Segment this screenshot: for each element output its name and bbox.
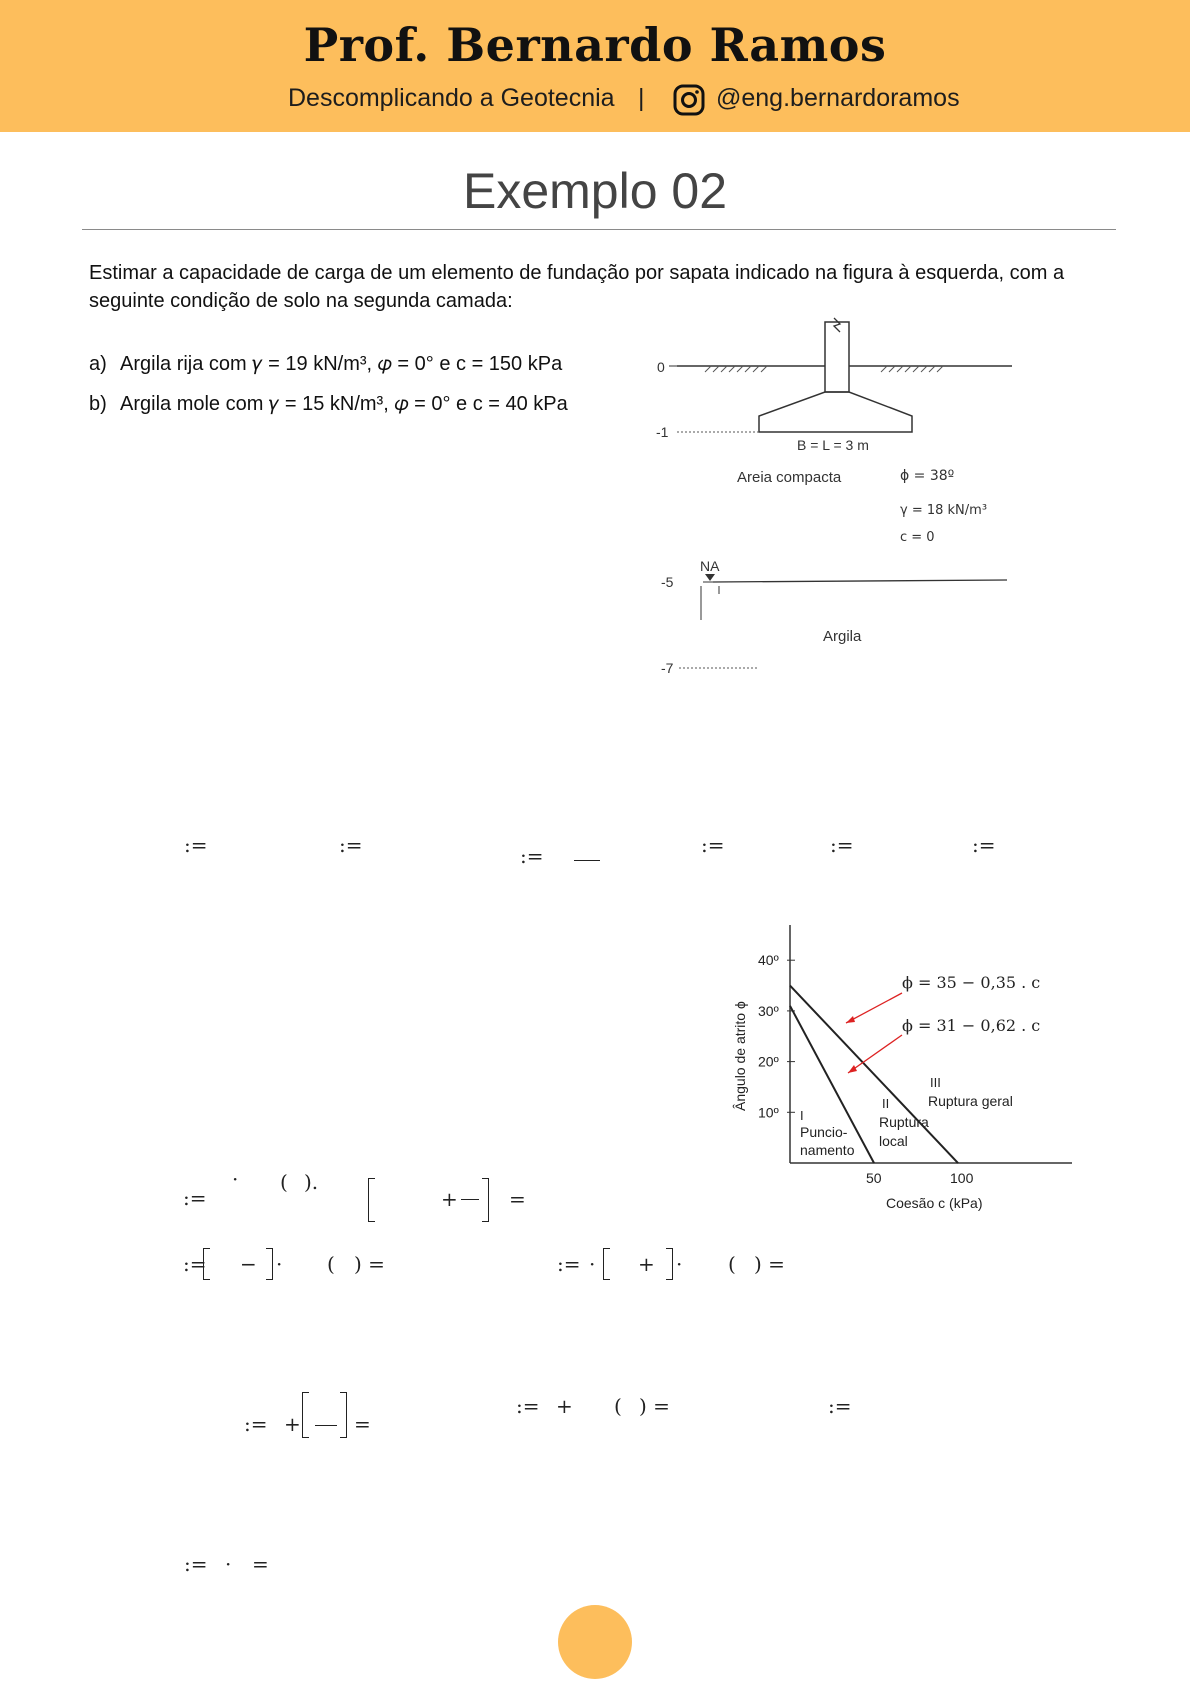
equals-sign: =: [509, 1187, 526, 1211]
zone1-label-b: namento: [800, 1142, 855, 1158]
header-banner: [0, 0, 1190, 132]
depth-0-label: 0: [657, 359, 665, 375]
c-label: c = 0: [900, 530, 935, 545]
close-equals: ) =: [754, 1252, 785, 1276]
list-item: [89, 393, 568, 416]
page-number-badge: [558, 1605, 632, 1679]
page-title: Exemplo 02: [462, 163, 728, 219]
water-table-line: [713, 580, 1007, 582]
failure-mode-chart: [720, 915, 1080, 1215]
left-paren: (: [280, 1170, 288, 1194]
fraction-bar: [315, 1425, 337, 1426]
layer1-label: Areia compacta: [737, 469, 842, 486]
assign-operator: :=: [183, 1252, 207, 1276]
layer2-label: Argila: [823, 628, 862, 645]
right-bracket: [482, 1178, 489, 1222]
equals-sign: =: [354, 1412, 371, 1436]
plus-operator: +: [638, 1252, 655, 1276]
tagline: Descomplicando a Geotecnia: [288, 84, 615, 112]
assign-operator: :=: [516, 1394, 540, 1418]
dot-operator: ·: [232, 1167, 239, 1191]
assign-operator: :=: [339, 833, 363, 857]
close-equals: ) =: [639, 1394, 670, 1418]
zone3-number: III: [930, 1075, 941, 1090]
right-bracket: [340, 1392, 347, 1438]
assign-operator: :=: [244, 1412, 268, 1436]
plus-operator: +: [556, 1394, 573, 1418]
zone2-label-a: Ruptura: [879, 1114, 929, 1130]
eq1-label: ϕ = 35 − 0,35 . c: [902, 973, 1041, 992]
y-tick-label: 40º: [758, 952, 779, 969]
footing: [759, 392, 912, 432]
gamma-label: γ = 18 kN/m³: [900, 503, 988, 518]
depth-5-label: -5: [661, 574, 674, 590]
item-text: Argila mole com 𝛾 = 15 kN/m³, 𝜑 = 0° e c = 40 kPa: [120, 393, 568, 415]
arrow-eq1-line: [846, 993, 902, 1023]
item-label: a): [89, 353, 107, 375]
right-bracket: [266, 1248, 273, 1280]
ground-hatch-left: [705, 366, 767, 372]
dot-operator: ·: [225, 1552, 232, 1576]
zone1-number: I: [800, 1108, 804, 1123]
eq2-label: ϕ = 31 − 0,62 . c: [902, 1016, 1041, 1035]
arrow-eq2-head: [848, 1065, 857, 1073]
zone2-label-b: local: [879, 1133, 908, 1149]
header-separator: |: [638, 84, 645, 112]
left-paren: (: [614, 1394, 622, 1418]
y-axis-label: Ângulo de atrito ϕ: [732, 1001, 748, 1111]
left-paren: (: [327, 1252, 335, 1276]
right-bracket: [666, 1248, 673, 1280]
na-label: NA: [700, 558, 720, 574]
depth-7-label: -7: [661, 660, 674, 676]
fraction-bar: [574, 860, 600, 861]
x-tick-label: 50: [866, 1170, 882, 1186]
footing-dim-label: B = L = 3 m: [797, 437, 869, 453]
item-label: b): [89, 393, 107, 415]
right-paren-dot: ).: [304, 1170, 319, 1194]
assign-operator: :=: [701, 833, 725, 857]
phi-label: ϕ = 38º: [900, 468, 955, 484]
assign-operator: :=: [557, 1252, 581, 1276]
depth-1-label: -1: [656, 424, 669, 440]
break-mark: [834, 318, 840, 332]
arrow-eq1-head: [846, 1016, 855, 1023]
author-name: Prof. Bernardo Ramos: [303, 18, 887, 72]
left-bracket: [603, 1248, 610, 1280]
zone3-label: Ruptura geral: [928, 1093, 1013, 1109]
soil-profile-figure: [655, 310, 1035, 690]
y-tick-label: 20º: [758, 1053, 779, 1070]
assign-operator: :=: [184, 833, 208, 857]
y-tick-label: 10º: [758, 1104, 779, 1121]
left-bracket: [203, 1248, 210, 1280]
fraction-bar: [461, 1199, 479, 1200]
left-bracket: [368, 1178, 375, 1222]
minus-operator: −: [240, 1252, 257, 1276]
list-item: [89, 353, 562, 376]
plus-operator: +: [284, 1412, 301, 1436]
zone1-label-a: Puncio-: [800, 1124, 848, 1140]
assign-operator: :=: [972, 833, 996, 857]
left-paren: (: [728, 1252, 736, 1276]
assign-operator: :=: [830, 833, 854, 857]
na-triangle: [705, 574, 715, 581]
assign-operator: :=: [184, 1552, 208, 1576]
dot-operator: ·: [589, 1252, 596, 1276]
equals-sign: =: [252, 1552, 269, 1576]
close-equals: ) =: [354, 1252, 385, 1276]
x-axis-label: Coesão c (kPa): [886, 1195, 983, 1211]
plus-operator: +: [441, 1187, 458, 1211]
y-tick-label: 30º: [758, 1002, 779, 1019]
zone2-number: II: [882, 1096, 890, 1111]
assign-operator: :=: [183, 1186, 207, 1210]
dot-operator: ·: [676, 1252, 683, 1276]
left-bracket: [302, 1392, 309, 1438]
column: [825, 322, 849, 392]
problem-statement: Estimar a capacidade de carga de um elemento de fundação por sapata indicado na figura à esquerda, com a seguinte condição de solo na segunda camada:: [89, 262, 1065, 312]
dot-operator: ·: [276, 1252, 283, 1276]
assign-operator: :=: [520, 844, 544, 868]
item-text: Argila rija com 𝛾 = 19 kN/m³, 𝜑 = 0° e c = 150 kPa: [120, 353, 563, 375]
title-divider: [82, 229, 1116, 230]
x-tick-label: 100: [950, 1170, 974, 1186]
assign-operator: :=: [828, 1394, 852, 1418]
instagram-handle[interactable]: @eng.bernardoramos: [716, 84, 960, 112]
instagram-icon[interactable]: [673, 84, 705, 116]
ground-hatch-right: [881, 366, 943, 372]
